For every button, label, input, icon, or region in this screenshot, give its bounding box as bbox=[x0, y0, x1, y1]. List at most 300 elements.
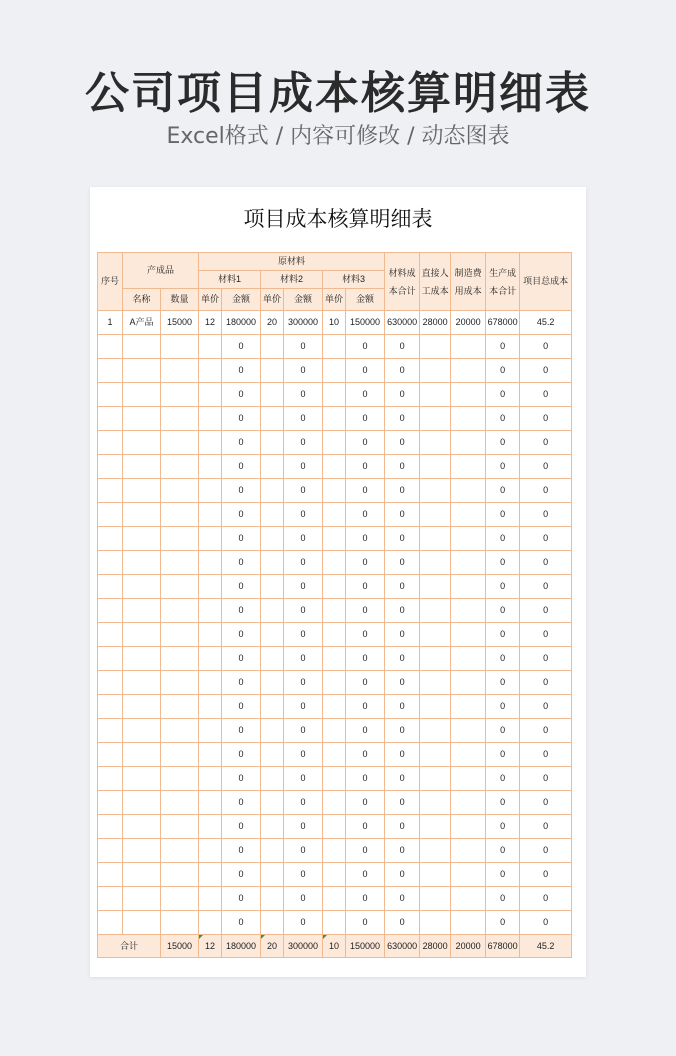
total-m1-price: 12 bbox=[199, 935, 222, 958]
header-m1-amount: 金额 bbox=[222, 289, 261, 311]
empty-cell bbox=[199, 743, 222, 767]
empty-cell bbox=[161, 431, 199, 455]
table-row bbox=[98, 815, 572, 839]
empty-cell bbox=[323, 503, 346, 527]
header-direct-labor: 直接人工成本 bbox=[420, 253, 451, 311]
empty-cell bbox=[98, 551, 123, 575]
cell-m2-amount: 0 bbox=[284, 455, 323, 479]
cell-m3-amount: 0 bbox=[346, 839, 385, 863]
empty-cell bbox=[199, 911, 222, 935]
cell-m1-amount: 0 bbox=[222, 527, 261, 551]
empty-cell bbox=[261, 911, 284, 935]
empty-cell bbox=[261, 791, 284, 815]
cell-production-total: 0 bbox=[486, 335, 520, 359]
empty-cell bbox=[420, 455, 451, 479]
empty-cell bbox=[323, 719, 346, 743]
empty-cell bbox=[161, 863, 199, 887]
table-row bbox=[98, 671, 572, 695]
cell-production-total: 0 bbox=[486, 887, 520, 911]
cell-m2-amount: 0 bbox=[284, 743, 323, 767]
header-manufacturing-overhead: 制造费用成本 bbox=[451, 253, 486, 311]
empty-cell bbox=[98, 599, 123, 623]
cell-material-total: 0 bbox=[385, 479, 420, 503]
cell-m2-amount: 300000 bbox=[284, 311, 323, 335]
cell-material-total: 630000 bbox=[385, 311, 420, 335]
cell-project-total: 0 bbox=[520, 407, 572, 431]
table-row bbox=[98, 695, 572, 719]
cell-m1-amount: 0 bbox=[222, 863, 261, 887]
empty-cell bbox=[323, 383, 346, 407]
empty-cell bbox=[199, 575, 222, 599]
total-production-total: 678000 bbox=[486, 935, 520, 958]
empty-cell bbox=[98, 383, 123, 407]
total-material-total: 630000 bbox=[385, 935, 420, 958]
empty-cell bbox=[420, 743, 451, 767]
table-row bbox=[98, 383, 572, 407]
empty-cell bbox=[420, 599, 451, 623]
header-material-cost-total: 材料成本合计 bbox=[385, 253, 420, 311]
empty-cell bbox=[123, 815, 161, 839]
empty-cell bbox=[420, 815, 451, 839]
cell-production-total: 0 bbox=[486, 719, 520, 743]
empty-cell bbox=[420, 359, 451, 383]
cell-project-total: 0 bbox=[520, 335, 572, 359]
empty-cell bbox=[161, 911, 199, 935]
cell-name: A产品 bbox=[123, 311, 161, 335]
cell-project-total: 0 bbox=[520, 383, 572, 407]
cell-m3-amount: 0 bbox=[346, 671, 385, 695]
empty-cell bbox=[98, 791, 123, 815]
total-project-total: 45.2 bbox=[520, 935, 572, 958]
empty-cell bbox=[98, 671, 123, 695]
cell-project-total: 0 bbox=[520, 575, 572, 599]
cell-m2-amount: 0 bbox=[284, 815, 323, 839]
cell-material-total: 0 bbox=[385, 503, 420, 527]
cell-material-total: 0 bbox=[385, 887, 420, 911]
spreadsheet-preview bbox=[90, 187, 586, 977]
cell-m1-amount: 0 bbox=[222, 839, 261, 863]
empty-cell bbox=[98, 839, 123, 863]
cell-m3-amount: 0 bbox=[346, 503, 385, 527]
empty-cell bbox=[161, 647, 199, 671]
cell-material-total: 0 bbox=[385, 431, 420, 455]
header-seq: 序号 bbox=[98, 253, 123, 311]
cell-m1-amount: 0 bbox=[222, 407, 261, 431]
table-row bbox=[98, 311, 572, 335]
cell-m1-amount: 0 bbox=[222, 671, 261, 695]
header-material3: 材料3 bbox=[323, 271, 385, 289]
cell-m1-amount: 0 bbox=[222, 431, 261, 455]
header-m3-unit-price: 单价 bbox=[323, 289, 346, 311]
empty-cell bbox=[161, 575, 199, 599]
empty-cell bbox=[199, 383, 222, 407]
empty-cell bbox=[261, 527, 284, 551]
cell-m2-amount: 0 bbox=[284, 431, 323, 455]
empty-cell bbox=[123, 335, 161, 359]
cell-overhead: 20000 bbox=[451, 311, 486, 335]
empty-cell bbox=[451, 695, 486, 719]
cell-material-total: 0 bbox=[385, 575, 420, 599]
empty-cell bbox=[323, 455, 346, 479]
empty-cell bbox=[161, 719, 199, 743]
cell-m3-amount: 0 bbox=[346, 551, 385, 575]
cell-m2-amount: 0 bbox=[284, 479, 323, 503]
cell-labor: 28000 bbox=[420, 311, 451, 335]
empty-cell bbox=[451, 503, 486, 527]
empty-cell bbox=[98, 815, 123, 839]
cell-m3-amount: 0 bbox=[346, 767, 385, 791]
empty-cell bbox=[123, 839, 161, 863]
cell-production-total: 0 bbox=[486, 383, 520, 407]
cell-production-total: 0 bbox=[486, 863, 520, 887]
empty-cell bbox=[261, 767, 284, 791]
table-row bbox=[98, 647, 572, 671]
empty-cell bbox=[123, 599, 161, 623]
empty-cell bbox=[261, 695, 284, 719]
cell-production-total: 0 bbox=[486, 791, 520, 815]
empty-cell bbox=[161, 383, 199, 407]
empty-cell bbox=[161, 839, 199, 863]
empty-cell bbox=[420, 575, 451, 599]
empty-cell bbox=[123, 551, 161, 575]
cell-material-total: 0 bbox=[385, 407, 420, 431]
cell-m1-amount: 0 bbox=[222, 599, 261, 623]
empty-cell bbox=[323, 863, 346, 887]
empty-cell bbox=[199, 527, 222, 551]
cell-m2-amount: 0 bbox=[284, 767, 323, 791]
cell-m2-amount: 0 bbox=[284, 551, 323, 575]
header-m2-unit-price: 单价 bbox=[261, 289, 284, 311]
empty-cell bbox=[451, 527, 486, 551]
empty-cell bbox=[420, 503, 451, 527]
cell-production-total: 0 bbox=[486, 359, 520, 383]
empty-cell bbox=[123, 695, 161, 719]
empty-cell bbox=[199, 887, 222, 911]
cell-m2-amount: 0 bbox=[284, 335, 323, 359]
cell-material-total: 0 bbox=[385, 359, 420, 383]
cell-production-total: 0 bbox=[486, 407, 520, 431]
cell-m3-amount: 0 bbox=[346, 719, 385, 743]
cell-production-total: 0 bbox=[486, 503, 520, 527]
empty-cell bbox=[199, 335, 222, 359]
empty-cell bbox=[420, 623, 451, 647]
empty-cell bbox=[323, 815, 346, 839]
empty-cell bbox=[261, 431, 284, 455]
cell-m1-amount: 0 bbox=[222, 359, 261, 383]
cell-material-total: 0 bbox=[385, 599, 420, 623]
empty-cell bbox=[199, 791, 222, 815]
cell-m1-amount: 0 bbox=[222, 743, 261, 767]
cell-m1-amount: 0 bbox=[222, 455, 261, 479]
cell-m3-amount: 0 bbox=[346, 455, 385, 479]
empty-cell bbox=[123, 623, 161, 647]
empty-cell bbox=[451, 479, 486, 503]
empty-cell bbox=[420, 863, 451, 887]
cell-material-total: 0 bbox=[385, 719, 420, 743]
empty-cell bbox=[98, 455, 123, 479]
banner-title: 公司项目成本核算明细表 bbox=[85, 68, 591, 119]
empty-cell bbox=[451, 719, 486, 743]
cell-project-total: 0 bbox=[520, 815, 572, 839]
empty-cell bbox=[261, 839, 284, 863]
empty-cell bbox=[323, 407, 346, 431]
table-row bbox=[98, 791, 572, 815]
cell-project-total: 0 bbox=[520, 551, 572, 575]
cell-m2-amount: 0 bbox=[284, 407, 323, 431]
empty-cell bbox=[123, 455, 161, 479]
empty-cell bbox=[261, 623, 284, 647]
cell-production-total: 678000 bbox=[486, 311, 520, 335]
empty-cell bbox=[451, 623, 486, 647]
empty-cell bbox=[199, 503, 222, 527]
cell-m2-amount: 0 bbox=[284, 863, 323, 887]
total-label: 合计 bbox=[98, 935, 161, 958]
cell-material-total: 0 bbox=[385, 791, 420, 815]
cell-production-total: 0 bbox=[486, 551, 520, 575]
empty-cell bbox=[199, 695, 222, 719]
empty-cell bbox=[451, 599, 486, 623]
cell-m1-amount: 0 bbox=[222, 815, 261, 839]
cell-m2-amount: 0 bbox=[284, 527, 323, 551]
empty-cell bbox=[451, 815, 486, 839]
cell-m3-amount: 0 bbox=[346, 479, 385, 503]
cell-project-total: 0 bbox=[520, 455, 572, 479]
cell-m3-amount: 0 bbox=[346, 599, 385, 623]
header-m3-amount: 金额 bbox=[346, 289, 385, 311]
cell-production-total: 0 bbox=[486, 623, 520, 647]
empty-cell bbox=[420, 407, 451, 431]
empty-cell bbox=[161, 503, 199, 527]
header-raw-materials: 原材料 bbox=[199, 253, 385, 271]
cell-project-total: 0 bbox=[520, 911, 572, 935]
cell-m1-amount: 0 bbox=[222, 887, 261, 911]
empty-cell bbox=[261, 575, 284, 599]
empty-cell bbox=[161, 551, 199, 575]
cell-m2-amount: 0 bbox=[284, 839, 323, 863]
cell-m2-amount: 0 bbox=[284, 647, 323, 671]
empty-cell bbox=[420, 479, 451, 503]
cell-qty: 15000 bbox=[161, 311, 199, 335]
cell-production-total: 0 bbox=[486, 431, 520, 455]
empty-cell bbox=[261, 863, 284, 887]
cell-material-total: 0 bbox=[385, 647, 420, 671]
total-m2-amount: 300000 bbox=[284, 935, 323, 958]
cell-m3-price: 10 bbox=[323, 311, 346, 335]
empty-cell bbox=[161, 599, 199, 623]
cell-m1-amount: 0 bbox=[222, 767, 261, 791]
table-row bbox=[98, 335, 572, 359]
empty-cell bbox=[98, 335, 123, 359]
total-m3-amount: 150000 bbox=[346, 935, 385, 958]
cell-production-total: 0 bbox=[486, 815, 520, 839]
empty-cell bbox=[323, 335, 346, 359]
total-labor: 28000 bbox=[420, 935, 451, 958]
cell-m2-amount: 0 bbox=[284, 911, 323, 935]
empty-cell bbox=[161, 671, 199, 695]
cell-m3-amount: 0 bbox=[346, 407, 385, 431]
cell-m3-amount: 0 bbox=[346, 911, 385, 935]
cell-m1-amount: 180000 bbox=[222, 311, 261, 335]
empty-cell bbox=[451, 743, 486, 767]
header-quantity: 数量 bbox=[161, 289, 199, 311]
cell-m3-amount: 0 bbox=[346, 887, 385, 911]
table-row bbox=[98, 479, 572, 503]
empty-cell bbox=[161, 527, 199, 551]
cell-production-total: 0 bbox=[486, 767, 520, 791]
empty-cell bbox=[98, 503, 123, 527]
empty-cell bbox=[323, 887, 346, 911]
cell-material-total: 0 bbox=[385, 911, 420, 935]
empty-cell bbox=[98, 911, 123, 935]
empty-cell bbox=[199, 647, 222, 671]
empty-cell bbox=[98, 575, 123, 599]
empty-cell bbox=[323, 767, 346, 791]
cell-production-total: 0 bbox=[486, 455, 520, 479]
empty-cell bbox=[420, 383, 451, 407]
cell-production-total: 0 bbox=[486, 695, 520, 719]
empty-cell bbox=[323, 551, 346, 575]
cell-material-total: 0 bbox=[385, 623, 420, 647]
empty-cell bbox=[123, 647, 161, 671]
table-row bbox=[98, 455, 572, 479]
empty-cell bbox=[420, 695, 451, 719]
empty-cell bbox=[123, 719, 161, 743]
empty-cell bbox=[261, 719, 284, 743]
empty-cell bbox=[451, 671, 486, 695]
empty-cell bbox=[123, 503, 161, 527]
cell-m2-price: 20 bbox=[261, 311, 284, 335]
cell-production-total: 0 bbox=[486, 599, 520, 623]
empty-cell bbox=[98, 359, 123, 383]
empty-cell bbox=[161, 767, 199, 791]
table-row bbox=[98, 527, 572, 551]
empty-cell bbox=[98, 623, 123, 647]
empty-cell bbox=[123, 911, 161, 935]
empty-cell bbox=[199, 623, 222, 647]
empty-cell bbox=[161, 407, 199, 431]
table-row bbox=[98, 599, 572, 623]
empty-cell bbox=[199, 671, 222, 695]
cell-project-total: 0 bbox=[520, 695, 572, 719]
cell-m2-amount: 0 bbox=[284, 887, 323, 911]
empty-cell bbox=[261, 383, 284, 407]
cell-m3-amount: 0 bbox=[346, 695, 385, 719]
cell-project-total: 0 bbox=[520, 359, 572, 383]
empty-cell bbox=[261, 671, 284, 695]
cell-project-total: 0 bbox=[520, 767, 572, 791]
empty-cell bbox=[261, 503, 284, 527]
cell-production-total: 0 bbox=[486, 911, 520, 935]
cell-material-total: 0 bbox=[385, 839, 420, 863]
cell-material-total: 0 bbox=[385, 863, 420, 887]
cell-production-total: 0 bbox=[486, 671, 520, 695]
total-m3-price: 10 bbox=[323, 935, 346, 958]
cell-m3-amount: 0 bbox=[346, 335, 385, 359]
empty-cell bbox=[199, 815, 222, 839]
empty-cell bbox=[451, 839, 486, 863]
empty-cell bbox=[323, 479, 346, 503]
empty-cell bbox=[199, 407, 222, 431]
cell-m3-amount: 0 bbox=[346, 647, 385, 671]
cell-material-total: 0 bbox=[385, 527, 420, 551]
cell-m1-amount: 0 bbox=[222, 911, 261, 935]
empty-cell bbox=[161, 695, 199, 719]
cell-seq: 1 bbox=[98, 311, 123, 335]
empty-cell bbox=[261, 599, 284, 623]
table-row bbox=[98, 767, 572, 791]
empty-cell bbox=[451, 551, 486, 575]
empty-cell bbox=[451, 407, 486, 431]
empty-cell bbox=[451, 911, 486, 935]
header-m1-unit-price: 单价 bbox=[199, 289, 222, 311]
cell-m2-amount: 0 bbox=[284, 695, 323, 719]
table-row bbox=[98, 503, 572, 527]
cell-m2-amount: 0 bbox=[284, 671, 323, 695]
total-m2-price: 20 bbox=[261, 935, 284, 958]
cell-project-total: 0 bbox=[520, 647, 572, 671]
cell-m2-amount: 0 bbox=[284, 599, 323, 623]
empty-cell bbox=[161, 791, 199, 815]
empty-cell bbox=[451, 767, 486, 791]
empty-cell bbox=[199, 431, 222, 455]
cell-material-total: 0 bbox=[385, 743, 420, 767]
empty-cell bbox=[123, 479, 161, 503]
empty-cell bbox=[451, 887, 486, 911]
table-row bbox=[98, 887, 572, 911]
cell-m1-amount: 0 bbox=[222, 383, 261, 407]
cell-project-total: 0 bbox=[520, 599, 572, 623]
empty-cell bbox=[323, 743, 346, 767]
empty-cell bbox=[323, 791, 346, 815]
empty-cell bbox=[261, 479, 284, 503]
cell-m1-amount: 0 bbox=[222, 503, 261, 527]
empty-cell bbox=[261, 887, 284, 911]
cell-project-total: 0 bbox=[520, 671, 572, 695]
cell-m3-amount: 0 bbox=[346, 623, 385, 647]
empty-cell bbox=[98, 863, 123, 887]
cell-m3-amount: 0 bbox=[346, 359, 385, 383]
cell-m1-amount: 0 bbox=[222, 551, 261, 575]
empty-cell bbox=[161, 743, 199, 767]
cell-project-total: 0 bbox=[520, 791, 572, 815]
empty-cell bbox=[199, 839, 222, 863]
empty-cell bbox=[323, 575, 346, 599]
empty-cell bbox=[420, 335, 451, 359]
empty-cell bbox=[420, 791, 451, 815]
table-row bbox=[98, 911, 572, 935]
total-qty: 15000 bbox=[161, 935, 199, 958]
total-overhead: 20000 bbox=[451, 935, 486, 958]
empty-cell bbox=[261, 647, 284, 671]
header-name: 名称 bbox=[123, 289, 161, 311]
empty-cell bbox=[261, 551, 284, 575]
cell-project-total: 0 bbox=[520, 839, 572, 863]
empty-cell bbox=[323, 527, 346, 551]
cell-production-total: 0 bbox=[486, 647, 520, 671]
empty-cell bbox=[261, 743, 284, 767]
header-project-total-cost: 项目总成本 bbox=[520, 253, 572, 311]
empty-cell bbox=[98, 743, 123, 767]
cell-project-total: 0 bbox=[520, 479, 572, 503]
table-row bbox=[98, 719, 572, 743]
cell-m3-amount: 0 bbox=[346, 383, 385, 407]
table-row bbox=[98, 575, 572, 599]
empty-cell bbox=[451, 335, 486, 359]
empty-cell bbox=[199, 479, 222, 503]
cell-material-total: 0 bbox=[385, 695, 420, 719]
cell-m1-amount: 0 bbox=[222, 791, 261, 815]
cell-project-total: 0 bbox=[520, 863, 572, 887]
